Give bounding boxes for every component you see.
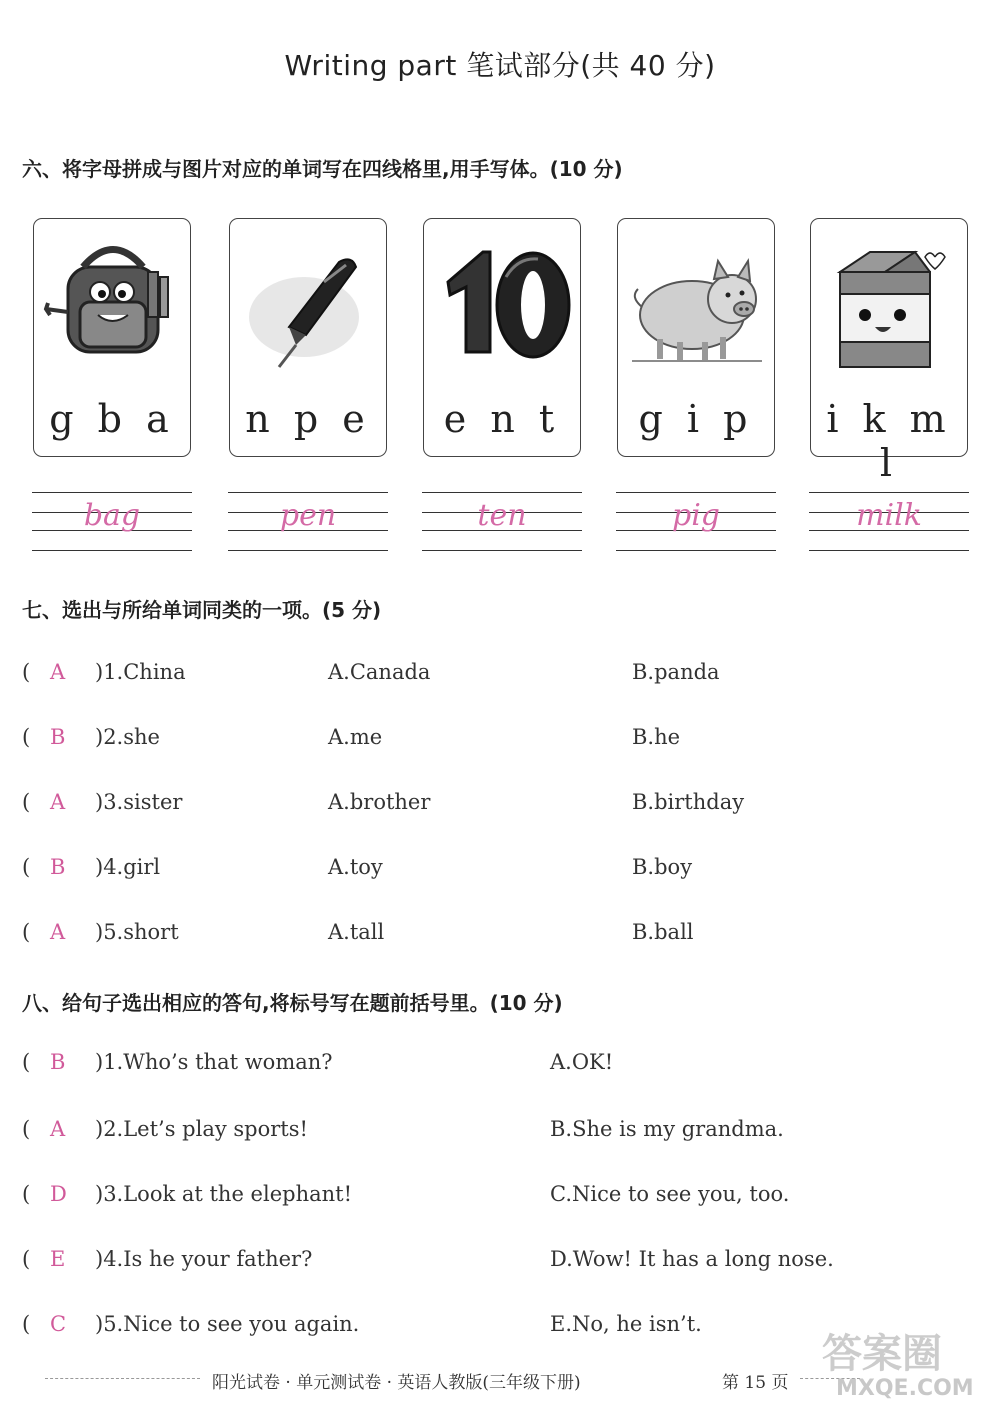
four-line-grid[interactable] [809, 490, 969, 554]
question-text: )2.Let’s play sports! [95, 1117, 308, 1141]
option-a: A.Canada [328, 660, 431, 684]
number-ten-icon [428, 227, 578, 377]
answer-bracket[interactable]: ( [22, 1247, 31, 1271]
question-text: )3.sister [95, 790, 183, 814]
picture-card-bag [33, 218, 191, 457]
picture-card-pig [617, 218, 775, 457]
reply-option: C.Nice to see you, too. [550, 1182, 790, 1206]
answer-bracket[interactable]: ( [22, 855, 31, 879]
option-a: A.toy [328, 855, 383, 879]
footer-divider [45, 1378, 200, 1379]
option-a: A.me [328, 725, 383, 749]
answer-bracket[interactable]: ( [22, 790, 31, 814]
page-number: 第 15 页 [722, 1373, 789, 1393]
section-6-heading: 六、将字母拼成与图片对应的单词写在四线格里,用手写体。(10 分) [22, 157, 623, 181]
answer-bracket[interactable]: ( [22, 1117, 31, 1141]
option-a: A.tall [328, 920, 385, 944]
answer-bracket[interactable]: ( [22, 725, 31, 749]
section-8-heading: 八、给句子选出相应的答句,将标号写在题前括号里。(10 分) [22, 991, 563, 1015]
option-b: B.panda [632, 660, 720, 684]
option-b: B.ball [632, 920, 694, 944]
answer-bracket[interactable]: ( [22, 1050, 31, 1074]
reply-option: B.She is my grandma. [550, 1117, 784, 1141]
handwritten-answer: pig [671, 498, 720, 533]
milk-carton-icon [815, 227, 965, 377]
answer-letter: D [50, 1182, 67, 1206]
handwritten-answer: milk [856, 498, 922, 533]
handwritten-answer: pen [279, 498, 337, 533]
card-letters: g b a [49, 397, 175, 441]
schoolbag-icon [38, 227, 188, 377]
option-b: B.boy [632, 855, 693, 879]
four-line-grid[interactable] [422, 490, 582, 554]
question-text: )5.short [95, 920, 179, 944]
option-b: B.birthday [632, 790, 745, 814]
four-line-grid[interactable] [228, 490, 388, 554]
answer-letter: A [50, 790, 66, 814]
question-text: )4.Is he your father? [95, 1247, 313, 1271]
answer-bracket[interactable]: ( [22, 660, 31, 684]
handwritten-answer: bag [83, 498, 141, 533]
four-line-grid[interactable] [32, 490, 192, 554]
question-text: )3.Look at the elephant! [95, 1182, 353, 1206]
page-title: Writing part 笔试部分(共 40 分) [284, 49, 716, 82]
answer-letter: A [50, 1117, 66, 1141]
card-letters: e n t [443, 397, 561, 441]
question-text: )4.girl [95, 855, 161, 879]
reply-option: D.Wow! It has a long nose. [550, 1247, 834, 1271]
card-letters: g i p [638, 397, 754, 441]
answer-letter: B [50, 1050, 66, 1074]
answer-bracket[interactable]: ( [22, 920, 31, 944]
four-line-grid[interactable] [616, 490, 776, 554]
card-letters: n p e [245, 397, 371, 441]
watermark-logo: 答案圈 [822, 1331, 942, 1377]
pig-icon [622, 227, 772, 377]
question-text: )1.Who’s that woman? [95, 1050, 333, 1074]
section-7-heading: 七、选出与所给单词同类的一项。(5 分) [22, 598, 382, 622]
question-text: )5.Nice to see you again. [95, 1312, 360, 1336]
answer-letter: B [50, 725, 66, 749]
answer-letter: B [50, 855, 66, 879]
watermark-url: MXQE.COM [836, 1376, 974, 1401]
option-b: B.he [632, 725, 681, 749]
footer-text: 阳光试卷 · 单元测试卷 · 英语人教版(三年级下册) [212, 1373, 581, 1393]
question-text: )1.China [95, 660, 186, 684]
question-text: )2.she [95, 725, 160, 749]
answer-bracket[interactable]: ( [22, 1312, 31, 1336]
reply-option: A.OK! [550, 1050, 614, 1074]
answer-bracket[interactable]: ( [22, 1182, 31, 1206]
answer-letter: C [50, 1312, 67, 1336]
handwritten-answer: ten [477, 498, 527, 533]
option-a: A.brother [328, 790, 431, 814]
picture-card-milk [810, 218, 968, 485]
pen-icon [234, 227, 384, 377]
answer-letter: A [50, 920, 66, 944]
reply-option: E.No, he isn’t. [550, 1312, 702, 1336]
picture-card-ten [423, 218, 581, 457]
card-letters: i k m l [826, 397, 952, 485]
answer-letter: E [50, 1247, 66, 1271]
picture-card-pen [229, 218, 387, 457]
answer-letter: A [50, 660, 66, 684]
